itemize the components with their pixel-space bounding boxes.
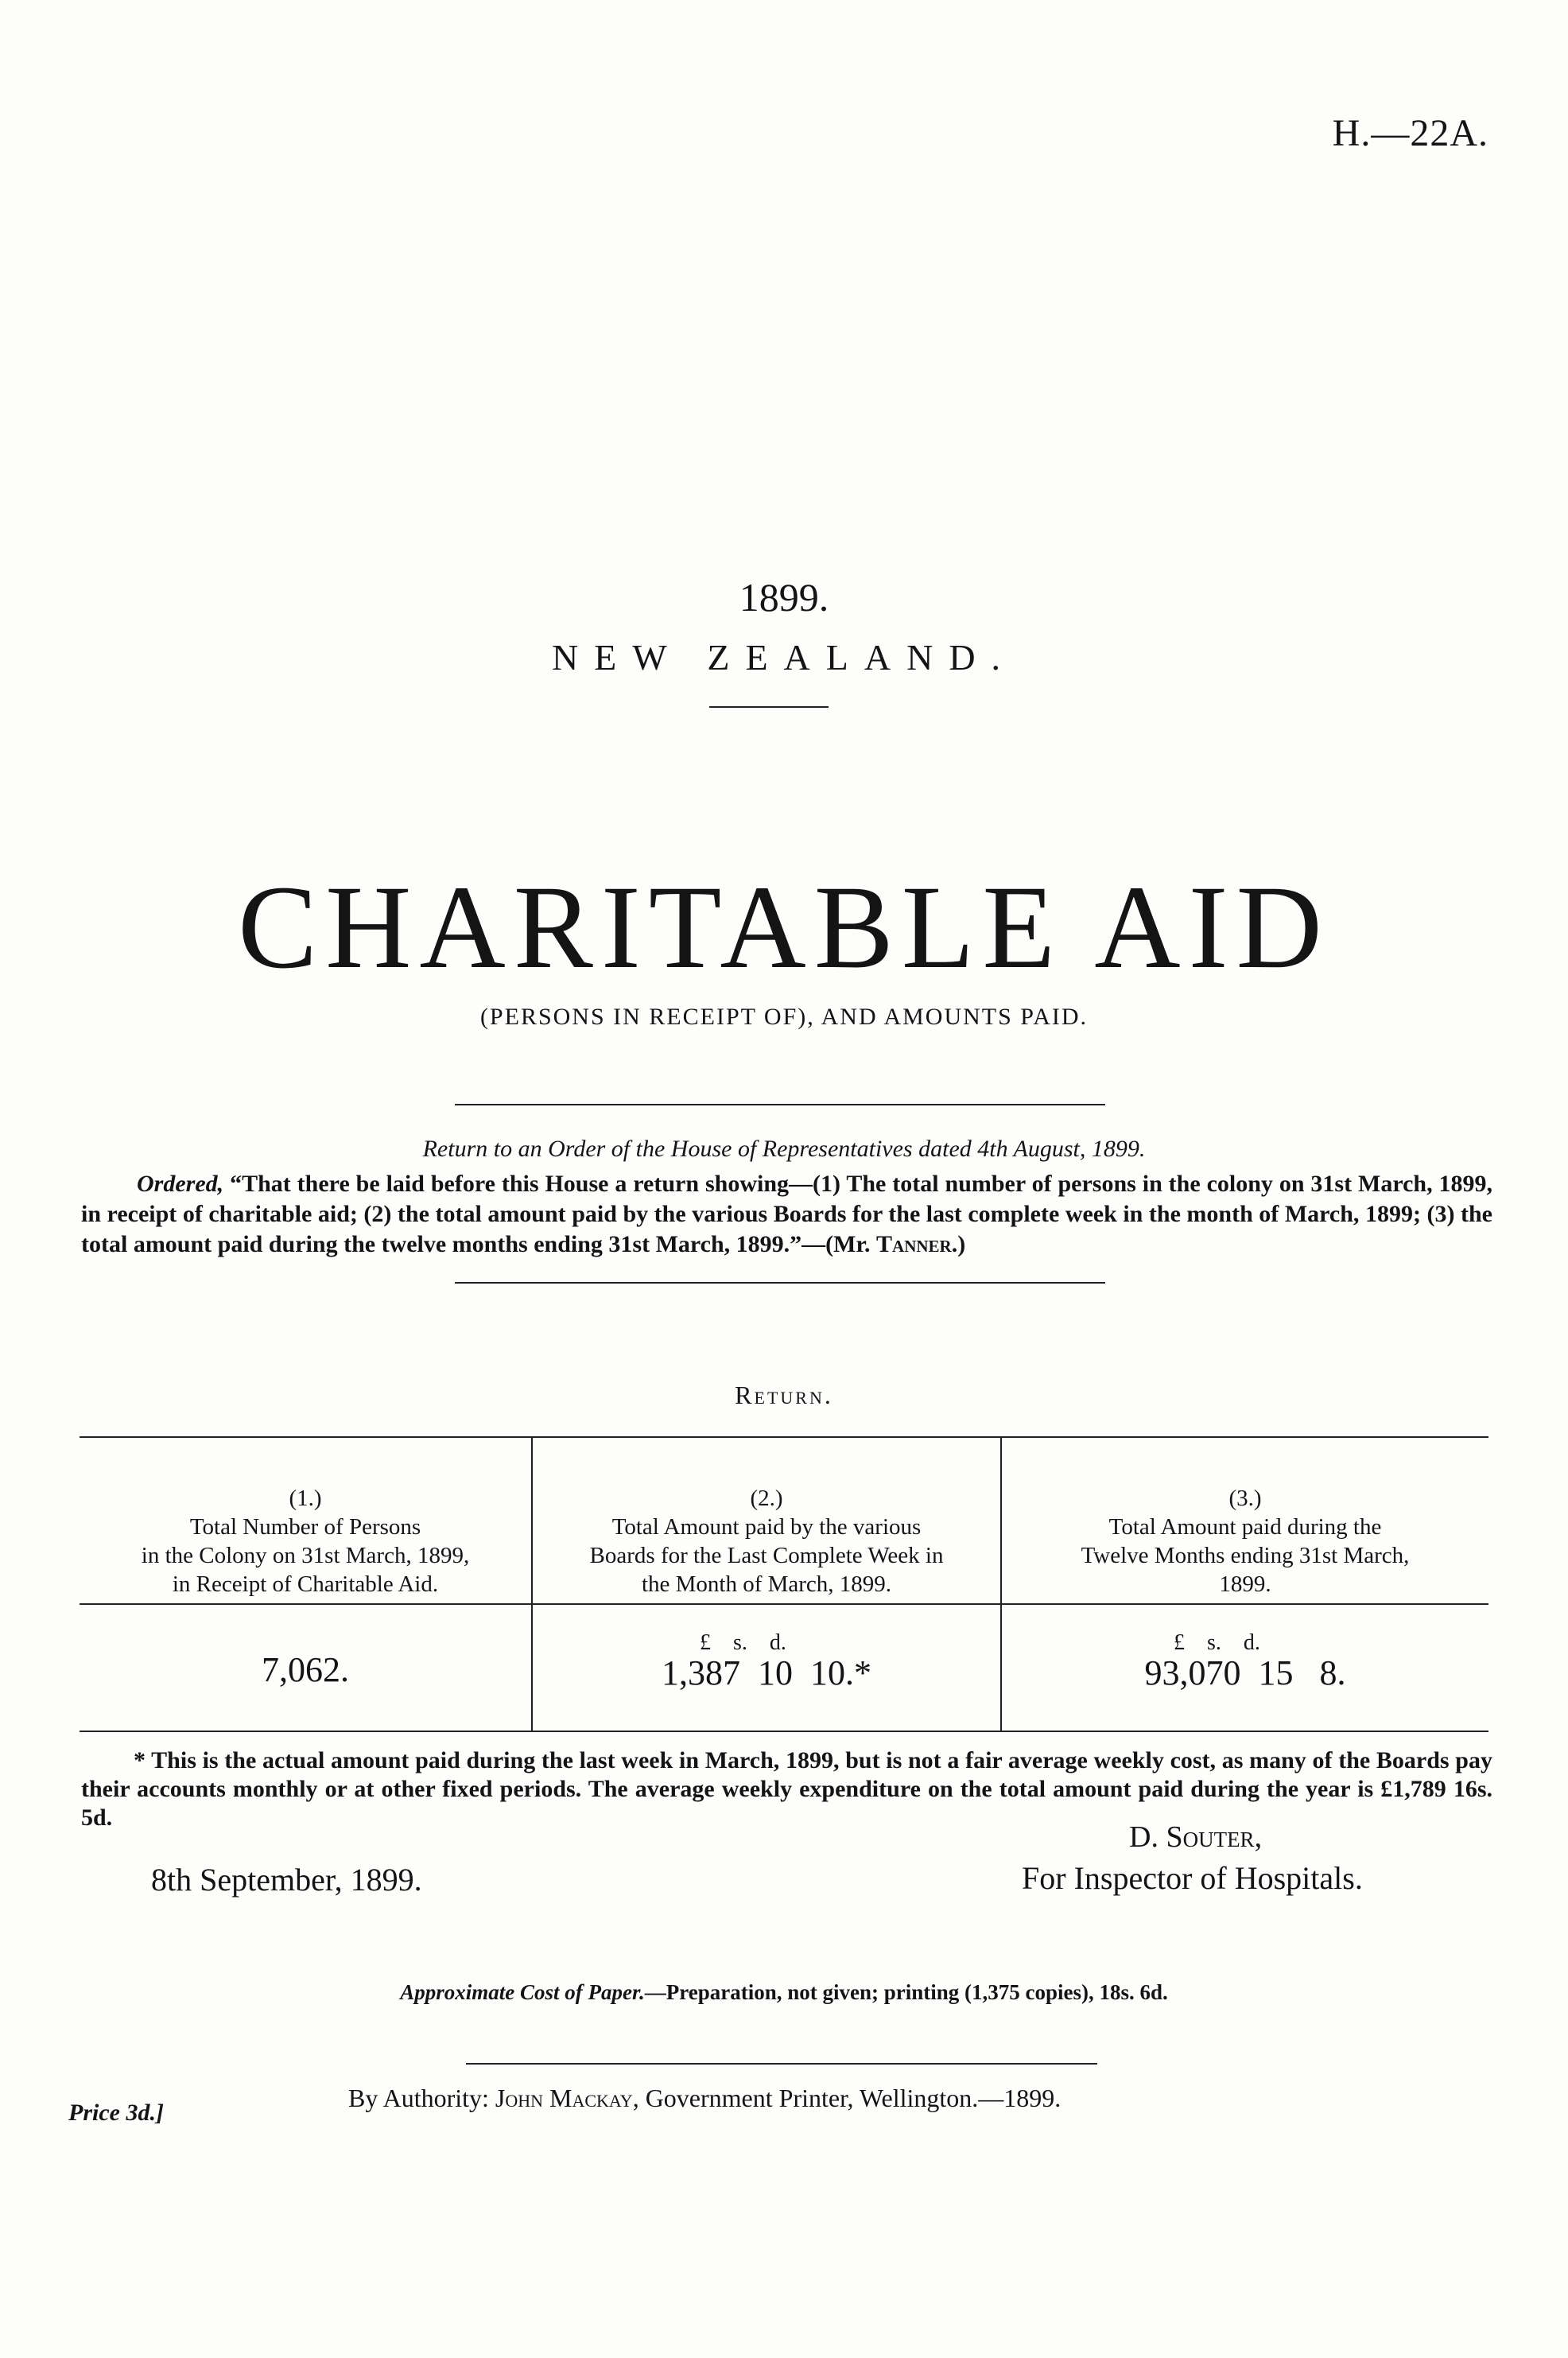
column-number: (3.) [1228,1486,1262,1511]
order-paragraph [81,1169,1492,1260]
divider [455,1104,1105,1105]
authority-prefix: By Authority: [348,2084,489,2112]
value-week-amount: 1,387 10 10.* [662,1653,871,1692]
table-top-rule [80,1436,1488,1438]
authority-suffix: , Government Printer, Wellington.—1899. [632,2084,1062,2112]
column-header-line: Total Amount paid during the [1108,1514,1382,1540]
ordered-lead: Ordered, [137,1171,224,1197]
column-header-line: 1899. [1219,1571,1271,1597]
signature-date: 8th September, 1899. [151,1862,422,1898]
return-heading: Return. [735,1381,833,1409]
divider [709,706,829,708]
value-persons: 7,062. [262,1650,349,1689]
column-header-3 [1002,1484,1488,1599]
page-title: CHARITABLE AID [238,861,1330,993]
year-heading: 1899. [739,575,829,620]
column-header-2 [533,1484,1000,1599]
ordered-close: .) [951,1231,966,1257]
column-number: (2.) [750,1486,783,1511]
printer-name: John Mackay [495,2084,633,2112]
page-subtitle: (PERSONS IN RECEIPT OF), AND AMOUNTS PAID. [479,1004,1089,1030]
printer-authority [348,2084,1061,2113]
cost-text: —Preparation, not given; printing (1,375 copies), 18s. 6d. [644,1980,1168,2004]
column-header-line: Twelve Months ending 31st March, [1081,1543,1410,1568]
signatory-name: D. Souter, [1129,1820,1263,1854]
column-header-line: in the Colony on 31st March, 1899, [141,1543,470,1568]
table-header-rule [80,1603,1488,1605]
country-heading: NEW ZEALAND. [551,637,1017,678]
ordered-member: Tanner [876,1231,952,1257]
currency-units: £ s. d. [700,1630,786,1655]
column-header-line: Boards for the Last Complete Week in [589,1543,944,1568]
currency-units: £ s. d. [1174,1630,1260,1655]
table-bottom-rule [80,1731,1488,1732]
signatory-title: For Inspector of Hospitals. [1022,1860,1363,1896]
column-header-line: Total Amount paid by the various [611,1514,922,1540]
value-year-amount: 93,070 15 8. [1144,1653,1346,1692]
ordered-text: “That there be laid before this House a return showing—(1) The total number of persons in the colony on 31st March, 1899, in receipt of charitable aid; (2) the total amount paid by the various Boards for the last complete week in the month of March, 1899; (3) the total amount paid during the twelve months ending 31st March, 1899.”—(Mr. [81,1171,1493,1257]
divider [466,2063,1097,2065]
footnote [81,1746,1492,1832]
divider [455,1282,1105,1284]
return-order-line: Return to an Order of the House of Representatives dated 4th August, 1899. [422,1136,1146,1162]
column-header-line: in Receipt of Charitable Aid. [172,1571,439,1597]
column-number: (1.) [289,1486,322,1511]
cost-note [0,1980,1568,2005]
cost-label: Approximate Cost of Paper. [400,1980,645,2004]
column-header-1 [80,1484,531,1599]
column-header-line: the Month of March, 1899. [641,1571,892,1597]
price: Price 3d.] [68,2100,164,2126]
column-header-line: Total Number of Persons [189,1514,421,1540]
document-reference: H.—22A. [1332,112,1488,154]
footnote-text: * This is the actual amount paid during the last week in March, 1899, but is not a fair average weekly cost, as many of the Boards pay their accounts monthly or at other fixed periods. The average weekly expenditure on the total amount paid during the year is £1,789 16s. 5d. [81,1747,1492,1831]
